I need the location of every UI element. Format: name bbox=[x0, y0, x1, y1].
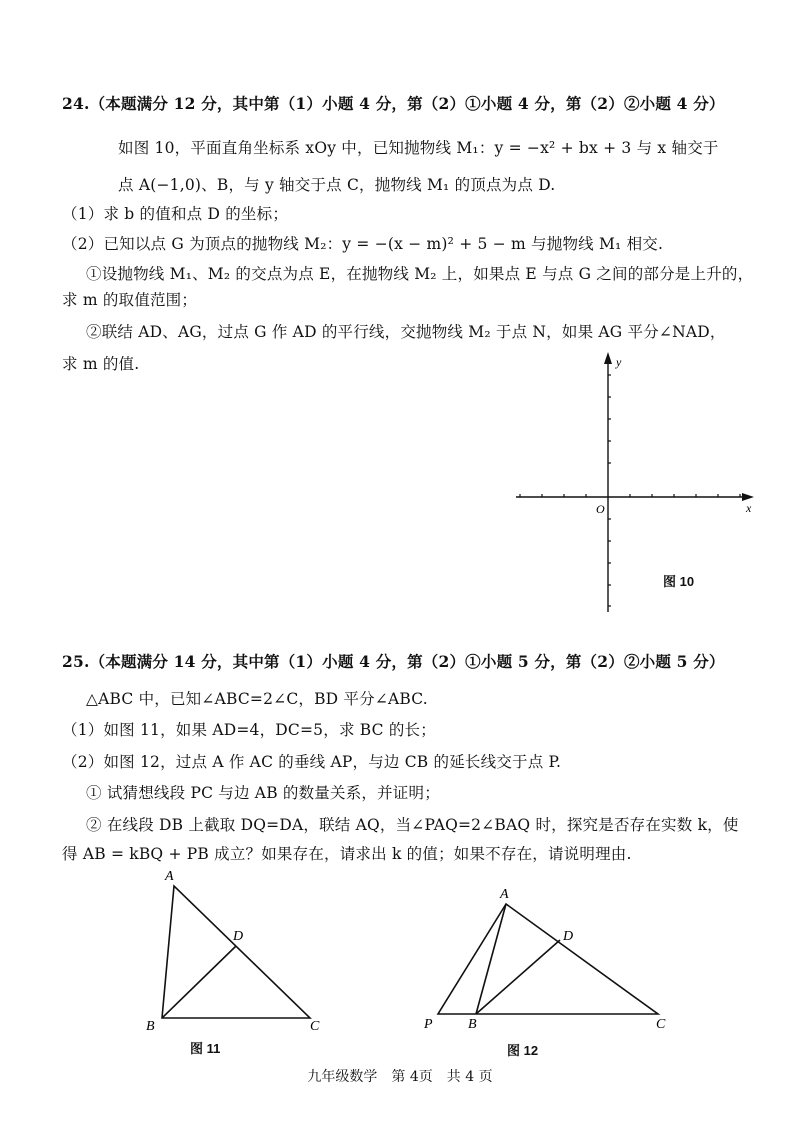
segment-bd bbox=[162, 946, 236, 1018]
segment-bd bbox=[476, 940, 560, 1014]
x-axis-arrow-icon bbox=[742, 493, 754, 501]
q24-sub2-b: 求 m 的值. bbox=[62, 355, 140, 373]
page-footer: 九年级数学 第 4页 共 4 页 bbox=[307, 1069, 493, 1085]
label-d: D bbox=[563, 929, 574, 944]
q25-sub2-a: ② 在线段 DB 上截取 DQ=DA，联结 AQ，当∠PAQ=2∠BAQ 时，探究是否存在实数 k，使 bbox=[86, 816, 739, 834]
label-b: B bbox=[468, 1017, 477, 1032]
figure-12-caption: 图 12 bbox=[507, 1043, 539, 1058]
label-d: D bbox=[233, 929, 244, 944]
q24-part1: （1）求 b 的值和点 D 的坐标； bbox=[62, 205, 289, 223]
label-a: A bbox=[165, 869, 174, 884]
q25-sub1: ① 试猜想线段 PC 与边 AB 的数量关系，并证明； bbox=[86, 784, 440, 802]
q24-sub1-b: 求 m 的取值范围； bbox=[62, 291, 198, 309]
label-p: P bbox=[424, 1017, 433, 1032]
q25-header: 25.（本题满分 14 分，其中第（1）小题 4 分，第（2）①小题 5 分，第（2）②小题 5 分） bbox=[62, 652, 725, 671]
q24-line1: 如图 10，平面直角坐标系 xOy 中，已知抛物线 M₁：y = −x² + bx + 3 与 x 轴交于 bbox=[118, 139, 719, 157]
figure-12 bbox=[420, 882, 680, 1042]
q24-header: 24.（本题满分 12 分，其中第（1）小题 4 分，第（2）①小题 4 分，第（2）②小题 4 分） bbox=[62, 94, 725, 113]
q25-part1: （1）如图 11，如果 AD=4，DC=5，求 BC 的长； bbox=[62, 721, 436, 739]
segment-ab bbox=[476, 904, 506, 1014]
q25-sub2-b: 得 AB = kBQ + PB 成立？如果存在，请求出 k 的值；如果不存在，请说明理由. bbox=[62, 845, 632, 863]
origin-label: O bbox=[596, 502, 605, 516]
triangle-abc bbox=[162, 886, 310, 1018]
figure-11-caption: 图 11 bbox=[190, 1041, 221, 1056]
figure-10-axes bbox=[510, 350, 760, 615]
label-c: C bbox=[656, 1017, 666, 1032]
q24-part2: （2）已知以点 G 为顶点的抛物线 M₂：y = −(x − m)² + 5 − m 与抛物线 M₁ 相交. bbox=[62, 235, 664, 253]
label-a: A bbox=[500, 887, 509, 902]
triangle-apc bbox=[438, 904, 658, 1014]
q24-sub2-a: ②联结 AD、AG，过点 G 作 AD 的平行线，交抛物线 M₂ 于点 N，如果 AG 平分∠NAD， bbox=[86, 323, 726, 341]
label-c: C bbox=[310, 1019, 320, 1034]
figure-11 bbox=[140, 862, 340, 1037]
figure-10-caption: 图 10 bbox=[663, 574, 695, 589]
q25-line1: △ABC 中，已知∠ABC=2∠C，BD 平分∠ABC. bbox=[86, 690, 428, 708]
y-axis-arrow-icon bbox=[604, 352, 612, 364]
q25-part2: （2）如图 12，过点 A 作 AC 的垂线 AP，与边 CB 的延长线交于点 P. bbox=[62, 753, 562, 771]
q24-line2: 点 A(−1,0)、B，与 y 轴交于点 C，抛物线 M₁ 的顶点为点 D. bbox=[118, 176, 556, 194]
x-axis-label: x bbox=[746, 501, 752, 515]
q24-sub1-a: ①设抛物线 M₁、M₂ 的交点为点 E，在抛物线 M₂ 上，如果点 E 与点 G 之间的部分是上升的， bbox=[86, 265, 754, 283]
y-axis-label: y bbox=[616, 355, 622, 369]
label-b: B bbox=[146, 1019, 155, 1034]
